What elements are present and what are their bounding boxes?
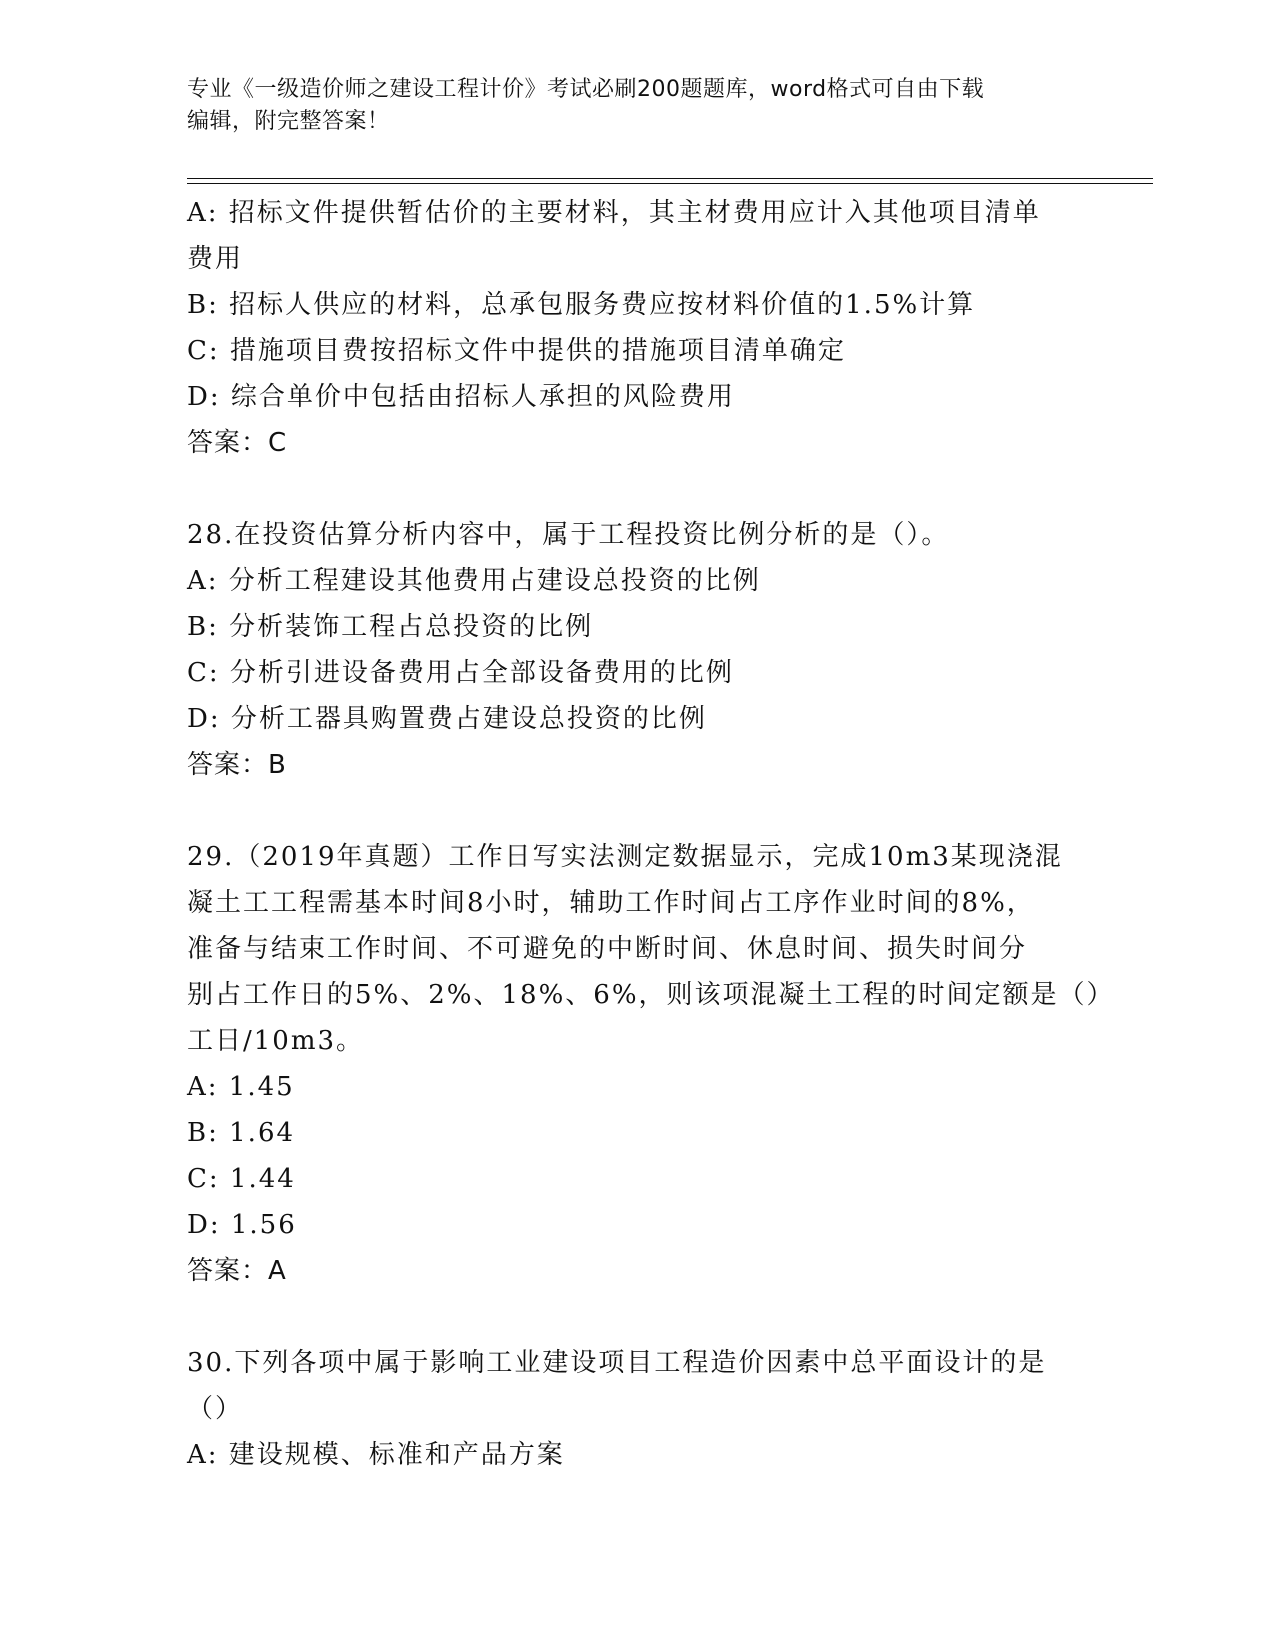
question-text-line-1: 30.下列各项中属于影响工业建设项目工程造价因素中总平面设计的是 (187, 1348, 1047, 1378)
document-body (187, 190, 1115, 1478)
option-c: C: 1.44 (187, 1164, 296, 1194)
question-28 (187, 512, 1067, 788)
option-b: B: 招标人供应的材料，总承包服务费应按材料价值的1.5%计算 (187, 290, 976, 320)
question-29 (187, 834, 1115, 1294)
spacer (187, 466, 1067, 512)
question-text-line-2: （） (187, 1394, 244, 1424)
option-a: A: 1.45 (187, 1072, 295, 1102)
document-header (187, 74, 1067, 138)
question-text-line-5: 工日/10m3。 (187, 1026, 365, 1056)
question-text: 28.在投资估算分析内容中，属于工程投资比例分析的是（）。 (187, 520, 950, 550)
spacer (187, 1294, 1067, 1340)
option-a: A: 建设规模、标准和产品方案 (187, 1440, 565, 1470)
spacer (187, 788, 1067, 834)
question-text-line-4: 别占工作日的5%、2%、18%、6%，则该项混凝土工程的时间定额是（） (187, 980, 1115, 1010)
option-d: D: 综合单价中包括由招标人承担的风险费用 (187, 382, 735, 412)
option-c: C: 措施项目费按招标文件中提供的措施项目清单确定 (187, 336, 846, 366)
option-d: D: 1.56 (187, 1210, 297, 1240)
question-27-options (187, 190, 1067, 466)
answer: 答案：C (187, 428, 288, 458)
answer: 答案：B (187, 750, 287, 780)
answer: 答案：A (187, 1256, 287, 1286)
header-divider-bottom (187, 183, 1153, 184)
option-a-line-1: A: 招标文件提供暂估价的主要材料，其主材费用应计入其他项目清单 (187, 198, 1041, 228)
option-a: A: 分析工程建设其他费用占建设总投资的比例 (187, 566, 761, 596)
question-text-line-1: 29.（2019年真题）工作日写实法测定数据显示，完成10m3某现浇混 (187, 842, 1063, 872)
option-a-line-2: 费用 (187, 244, 244, 274)
header-line-2: 编辑，附完整答案！ (187, 109, 390, 134)
question-text-line-3: 准备与结束工作时间、不可避免的中断时间、休息时间、损失时间分 (187, 934, 1028, 964)
question-30 (187, 1340, 1067, 1478)
option-d: D: 分析工器具购置费占建设总投资的比例 (187, 704, 707, 734)
question-text-line-2: 凝土工工程需基本时间8小时，辅助工作时间占工序作业时间的8%， (187, 888, 1035, 918)
header-divider-top (187, 178, 1153, 179)
option-b: B: 1.64 (187, 1118, 296, 1148)
option-b: B: 分析装饰工程占总投资的比例 (187, 612, 594, 642)
header-line-1: 专业《一级造价师之建设工程计价》考试必刷200题题库，word格式可自由下载 (187, 77, 985, 102)
option-c: C: 分析引进设备费用占全部设备费用的比例 (187, 658, 734, 688)
